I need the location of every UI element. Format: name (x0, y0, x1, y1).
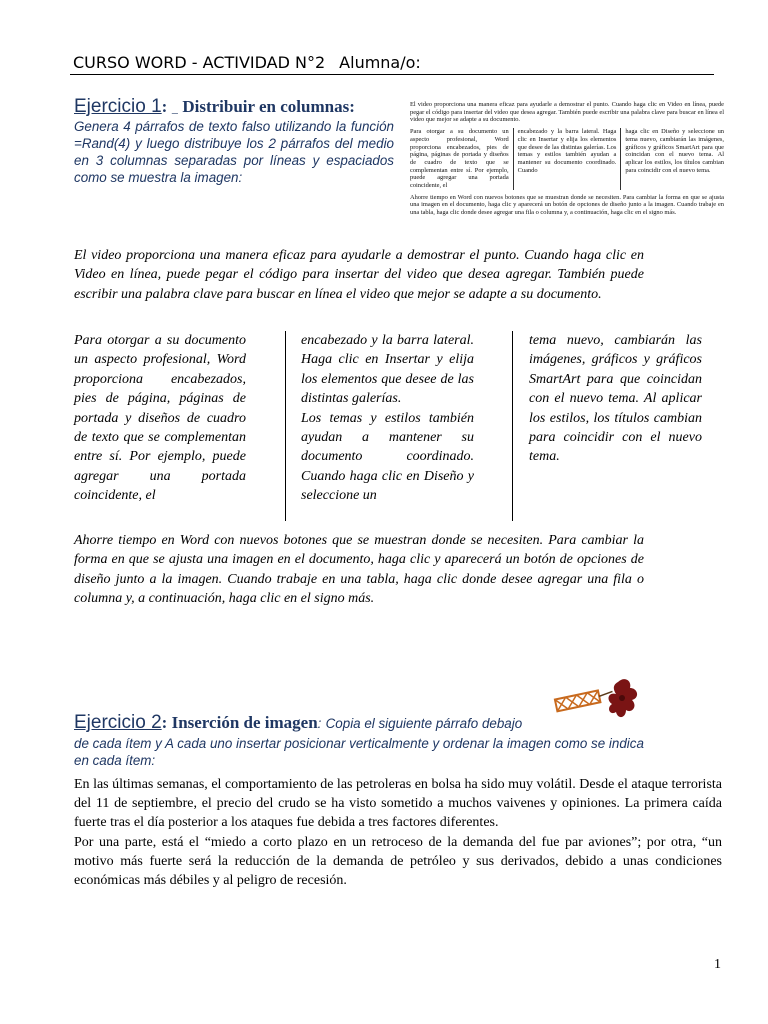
sample-top-paragraph: El video proporciona una manera eficaz para ayudarle a demostrar el punto. Cuando haga clic en Video en línea, puede pegar el código para insertar del video que desea agregar. También puede escribir una palabra clave para buscar en línea el video que mejor se adapte a su documento. (410, 101, 724, 124)
column-2-part-b: Los temas y estilos también ayudan a mantener su documento coordinado. Cuando haga clic en Diseño y seleccione un (301, 410, 474, 504)
exercise1-number: Ejercicio 1 (74, 96, 162, 117)
exercise1-instructions: Genera 4 párrafos de texto falso utilizando la función =Rand(4) y luego distribuye los 2 párrafos del medio en 3 columnas separadas por líneas y espaciados como se muestra la imagen: (74, 119, 394, 185)
paragraph-3: Ahorre tiempo en Word con nuevos botones que se muestran donde se necesiten. Para cambiar la forma en que se ajusta una imagen en el documento, haga clic y aparecerá un botón de opciones de diseño junto a la imagen. Cuando trabaje en una tabla, haga clic donde desee agregar una fila o columna y, a continuación, haga clic en el signo más. (74, 533, 644, 607)
paragraph-1: El video proporciona una manera eficaz para ayudarle a demostrar el punto. Cuando haga clic en Video en línea, puede pegar el código para insertar del video que desea agregar. También puede escribir una palabra clave para buscar en línea el video que mejor se adapte a su documento. (74, 248, 644, 302)
exercise2-title: Inserción de imagen (171, 713, 318, 732)
column-divider-1 (285, 331, 286, 521)
header-rule (70, 74, 714, 75)
column-1: Para otorgar a su documento un aspecto profesional, Word proporciona encabezados, pies de página, páginas de portada y diseños de cuadro de texto que se complementan entre sí. Por ejemplo, puede agregar una portada coincidente, el (74, 333, 246, 504)
column-divider-2 (512, 331, 513, 521)
exercise1-heading: Ejercicio 1: _ Distribuir en columnas: (74, 96, 355, 117)
exercise2-paragraph-2: Por una parte, está el “miedo a corto plazo en un retroceso de la demanda del fue par aviones”; por otra, “un motivo más fuerte será la reducción de la demanda de petróleo y sus derivados, debido a unas condiciones económicas más débiles y al peligro de recesión. (74, 834, 722, 889)
page-number: 1 (714, 957, 721, 972)
course-title: CURSO WORD - ACTIVIDAD N°2 (73, 53, 326, 72)
student-label: Alumna/o: (339, 53, 421, 72)
exercise2-paragraph-1: En las últimas semanas, el comportamiento de las petroleras en bolsa ha sido muy volátil. Desde el ataque terrorista del 11 de septiembre, el precio del crudo se ha visto sometido a muchos vaivenes y opiniones. La primera caída fuerte tras el día posterior a los ataques fue debida a tres factores diferentes. (74, 777, 722, 831)
column-2-part-a: encabezado y la barra lateral. Haga clic en Insertar y elija los elementos que desee de las distintas galerías. (301, 333, 474, 407)
column-2 (301, 331, 474, 506)
exercise1-title: Distribuir en columnas (182, 97, 350, 116)
exercise2-heading: Ejercicio 2: Inserción de imagen: Copia el siguiente párrafo debajo (74, 712, 523, 733)
exercise2-number: Ejercicio 2 (74, 712, 162, 733)
airplane-banner-clipart-icon (552, 672, 644, 730)
column-3: tema nuevo, cambiarán las imágenes, gráficos y gráficos SmartArt para que coincidan con el nuevo tema. Al aplicar los estilos, los títulos cambian para coincidir con el nuevo tema. (529, 333, 702, 465)
exercise2-instructions: de cada ítem y A cada uno insertar posicionar verticalmente y ordenar la imagen como se indica en cada ítem: (74, 736, 644, 768)
sample-column-2: encabezado y la barra lateral. Haga clic en Insertar y elija los elementos que desee de las distintas galerías. Los temas y estilos también ayudan a mantener su documento coordinado. Cuando (513, 128, 621, 190)
sample-column-3: haga clic en Diseño y seleccione un tema nuevo, cambiarán las imágenes, gráficos y gráficos SmartArt para que coincidan con el nuevo tema. Al aplicar los estilos, los títulos cambian para coincidir con el nuevo tema. (620, 128, 724, 190)
sample-image (410, 101, 724, 217)
exercise1-dash: _ (171, 101, 178, 115)
sample-columns (410, 128, 724, 190)
sample-column-1: Para otorgar a su documento un aspecto profesional, Word proporciona encabezados, pies de página, páginas de portada y diseños de cuadro de texto que se complementan entre sí. Por ejemplo, puede agregar una portada coincidente, el (410, 128, 509, 190)
sample-bottom-paragraph: Ahorre tiempo en Word con nuevos botones que se muestran donde se necesiten. Para cambiar la forma en que se ajusta una imagen en el documento, haga clic y aparecerá un botón de opciones de diseño junto a la imagen. Cuando trabaje en una tabla, haga clic donde desee agregar una fila o columna y, a continuación, haga clic en el signo más. (410, 193, 724, 217)
exercise2-body (74, 775, 722, 890)
document-header (73, 53, 421, 72)
exercise2-lead: Copia el siguiente párrafo debajo (325, 716, 523, 731)
